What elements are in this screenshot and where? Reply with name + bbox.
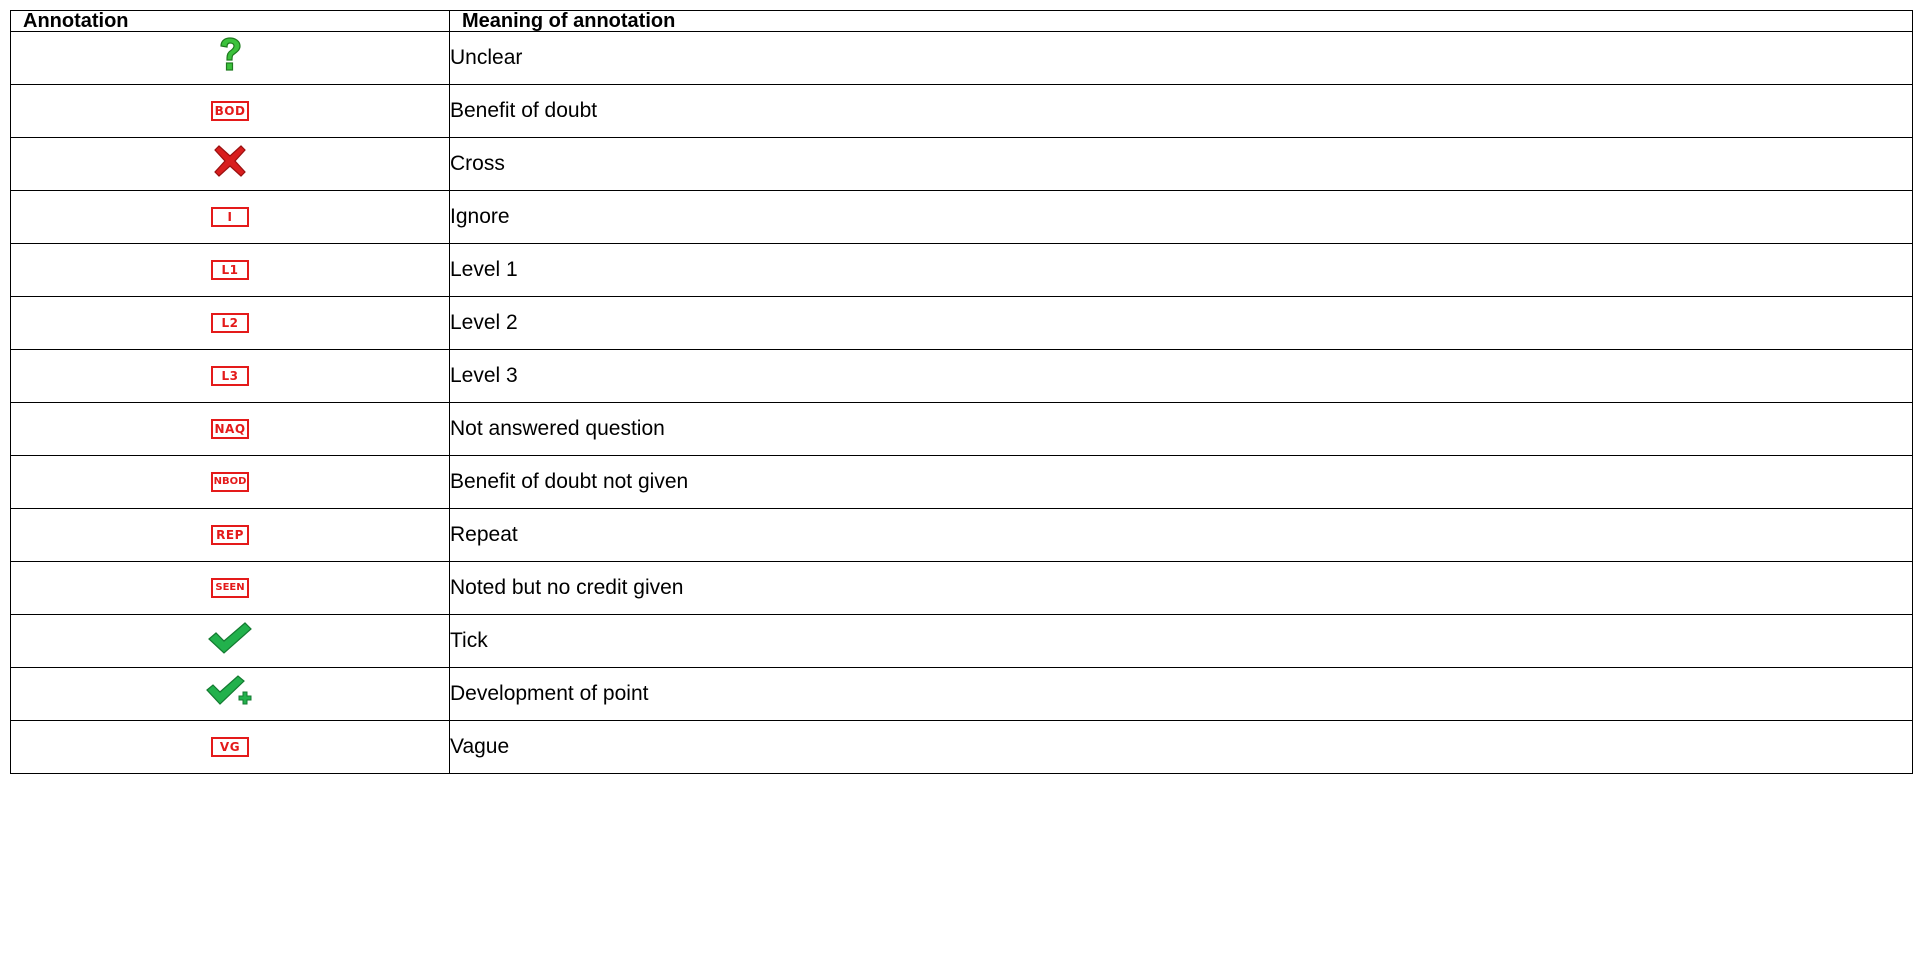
table-row bbox=[11, 562, 1913, 615]
meaning-cell: Unclear bbox=[450, 32, 1913, 85]
table-row bbox=[11, 615, 1913, 668]
seen-icon: SEEN bbox=[211, 578, 249, 598]
vague-icon: VG bbox=[211, 737, 249, 757]
table-row bbox=[11, 403, 1913, 456]
meaning-cell: Level 1 bbox=[450, 244, 1913, 297]
annotation-cell bbox=[11, 138, 450, 191]
question-mark-icon bbox=[218, 37, 242, 79]
annotation-cell bbox=[11, 32, 450, 85]
meaning-cell: Noted but no credit given bbox=[450, 562, 1913, 615]
naq-icon: NAQ bbox=[211, 419, 249, 439]
annotation-cell bbox=[11, 562, 450, 615]
ignore-icon: I bbox=[211, 207, 249, 227]
annotation-cell bbox=[11, 615, 450, 668]
annotation-table bbox=[10, 10, 1913, 774]
annotation-cell bbox=[11, 85, 450, 138]
header-meaning: Meaning of annotation bbox=[450, 11, 1913, 32]
nbod-icon: NBOD bbox=[211, 472, 249, 492]
table-row bbox=[11, 138, 1913, 191]
annotation-cell bbox=[11, 297, 450, 350]
tick-plus-icon bbox=[205, 674, 255, 714]
meaning-cell: Tick bbox=[450, 615, 1913, 668]
table-row bbox=[11, 668, 1913, 721]
table-row bbox=[11, 721, 1913, 774]
header-annotation: Annotation bbox=[11, 11, 450, 32]
bod-icon: BOD bbox=[211, 101, 249, 121]
annotation-cell bbox=[11, 509, 450, 562]
meaning-cell: Development of point bbox=[450, 668, 1913, 721]
meaning-cell: Ignore bbox=[450, 191, 1913, 244]
meaning-cell: Level 2 bbox=[450, 297, 1913, 350]
level-1-icon: L1 bbox=[211, 260, 249, 280]
annotation-cell bbox=[11, 191, 450, 244]
table-row bbox=[11, 350, 1913, 403]
meaning-cell: Benefit of doubt not given bbox=[450, 456, 1913, 509]
table-header-row bbox=[11, 11, 1913, 32]
table-row bbox=[11, 85, 1913, 138]
tick-icon bbox=[207, 621, 253, 661]
table-row bbox=[11, 456, 1913, 509]
meaning-cell: Repeat bbox=[450, 509, 1913, 562]
table-row bbox=[11, 191, 1913, 244]
meaning-cell: Benefit of doubt bbox=[450, 85, 1913, 138]
meaning-cell: Cross bbox=[450, 138, 1913, 191]
annotation-cell bbox=[11, 403, 450, 456]
annotation-cell bbox=[11, 668, 450, 721]
cross-icon bbox=[213, 144, 247, 184]
annotation-cell bbox=[11, 350, 450, 403]
level-2-icon: L2 bbox=[211, 313, 249, 333]
table-row bbox=[11, 297, 1913, 350]
annotation-cell bbox=[11, 456, 450, 509]
level-3-icon: L3 bbox=[211, 366, 249, 386]
annotation-cell bbox=[11, 244, 450, 297]
meaning-cell: Level 3 bbox=[450, 350, 1913, 403]
rep-icon: REP bbox=[211, 525, 249, 545]
annotation-cell bbox=[11, 721, 450, 774]
meaning-cell: Vague bbox=[450, 721, 1913, 774]
table-row bbox=[11, 509, 1913, 562]
table-row bbox=[11, 32, 1913, 85]
table-row bbox=[11, 244, 1913, 297]
meaning-cell: Not answered question bbox=[450, 403, 1913, 456]
